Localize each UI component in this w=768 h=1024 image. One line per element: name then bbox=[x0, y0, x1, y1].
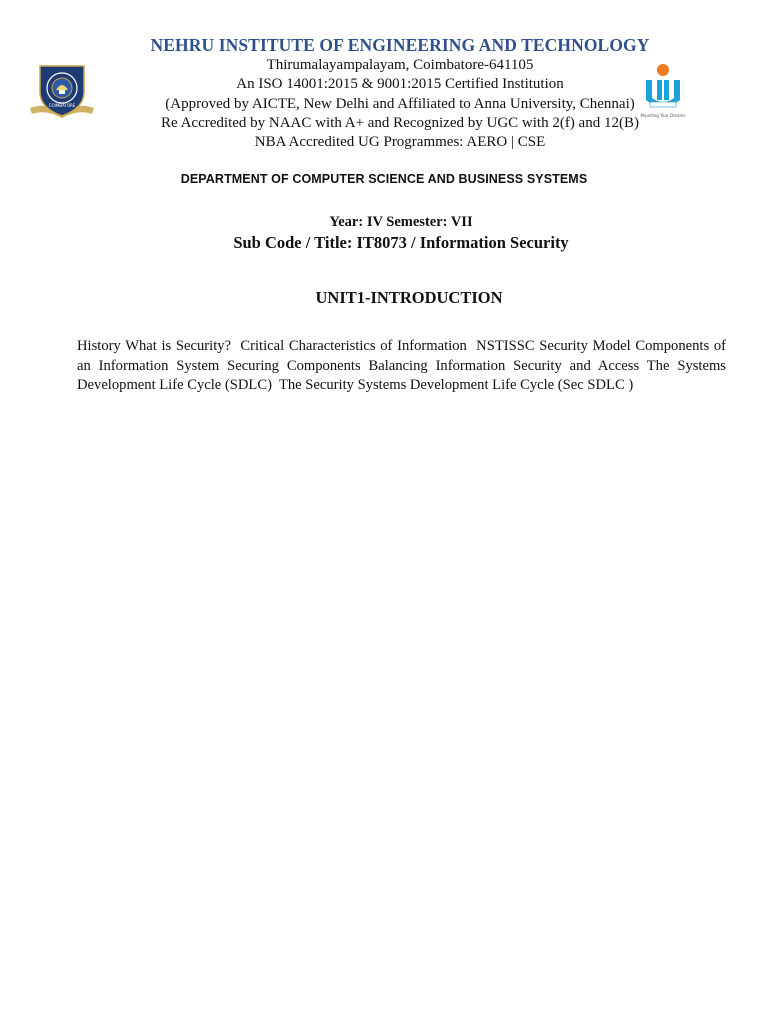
syllabus-paragraph: History What is Security? Critical Characteristics of Information NSTISSC Security Model Components of an Information System Securing Components Balancing Information Security and Access The Systems Development Life Cycle (SDLC) The Security Systems Development Life Cycle (Sec SDLC ) bbox=[77, 338, 730, 393]
certification-line: An ISO 14001:2015 & 9001:2015 Certified Institution bbox=[236, 76, 564, 93]
institution-emblem-icon bbox=[26, 62, 98, 122]
letterhead bbox=[100, 34, 700, 152]
accreditation-line: Re Accredited by NAAC with A+ and Recognized by UGC with 2(f) and 12(B) bbox=[161, 114, 639, 131]
unit-title: UNIT1-INTRODUCTION bbox=[315, 288, 503, 307]
year-semester: Year: IV Semester: VII bbox=[329, 214, 473, 230]
approval-line: (Approved by AICTE, New Delhi and Affiliated to Anna University, Chennai) bbox=[165, 95, 635, 112]
address-line: Thirumalayampalayam, Coimbatore-641105 bbox=[266, 57, 534, 73]
nba-line: NBA Accredited UG Programmes: AERO | CSE bbox=[254, 134, 546, 151]
institution-name: NEHRU INSTITUTE OF ENGINEERING AND TECHNOLOGY bbox=[150, 35, 650, 55]
subject-title: Sub Code / Title: IT8073 / Information Security bbox=[233, 233, 569, 252]
department-title: DEPARTMENT OF COMPUTER SCIENCE AND BUSINESS SYSTEMS bbox=[180, 172, 588, 186]
svg-text:COIMBATORE: COIMBATORE bbox=[48, 103, 76, 108]
svg-text:Moulding Your Dreams: Moulding Your Dreams bbox=[640, 113, 686, 118]
